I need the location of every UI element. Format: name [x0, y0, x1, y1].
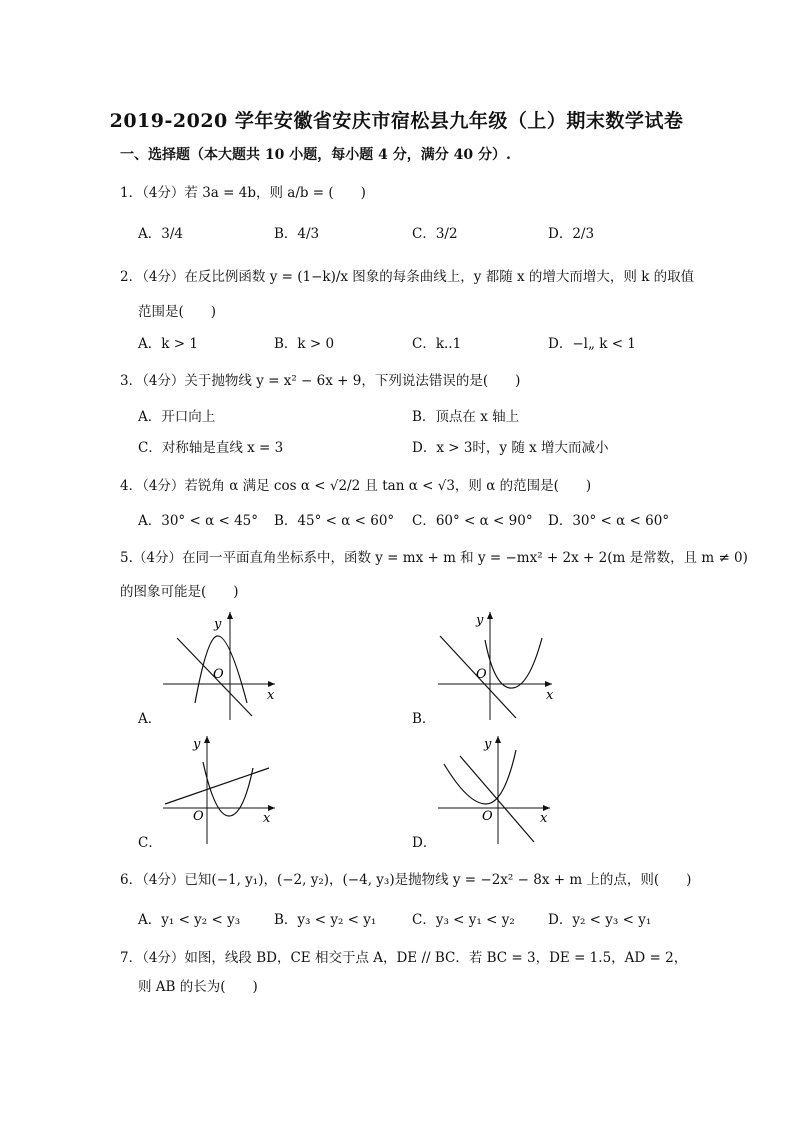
q5-graph-c [155, 732, 285, 847]
q1-option-a: A．3/4 [138, 226, 183, 242]
q5-b-y-label: y [476, 613, 484, 628]
q5-d-x-label: x [540, 811, 548, 826]
q4-option-d: D．30° < α < 60° [548, 513, 670, 529]
q6-option-c: C．y₃ < y₁ < y₂ [412, 912, 515, 928]
q5-a-origin: O [213, 667, 224, 682]
question-6-stem: 6．（4分）已知(−1, y₁)，(−2, y₂)，(−4, y₃)是抛物线 y = −2x² − 8x + m 上的点，则( ) [120, 872, 692, 888]
q3-option-b: B．顶点在 x 轴上 [412, 409, 520, 425]
q4-option-c: C．60° < α < 90° [412, 513, 533, 529]
q6-option-d: D．y₂ < y₃ < y₁ [548, 912, 652, 928]
exam-title: 2019-2020 学年安徽省安庆市宿松县九年级（上）期末数学试卷 [109, 110, 684, 132]
section-heading: 一、选择题（本大题共 10 小题，每小题 4 分，满分 40 分）. [120, 147, 511, 163]
question-7-stem-cont: 则 AB 的长为( ) [138, 979, 258, 995]
q2-option-a: A．k > 1 [138, 336, 198, 352]
q5-c-x-label: x [263, 811, 271, 826]
q3-option-c: C．对称轴是直线 x = 3 [138, 440, 284, 456]
q3-option-d: D．x > 3时，y 随 x 增大而减小 [412, 440, 609, 456]
q5-c-origin: O [193, 809, 204, 824]
q5-b-origin: O [476, 667, 487, 682]
q5-graph-c-label: C． [138, 835, 162, 851]
question-3-stem: 3．（4分）关于抛物线 y = x² − 6x + 9，下列说法错误的是( ) [120, 373, 521, 389]
q6-option-b: B．y₃ < y₂ < y₁ [274, 912, 377, 928]
question-7-stem: 7．（4分）如图，线段 BD，CE 相交于点 A，DE // BC．若 BC = 3，DE = 1.5，AD = 2， [120, 950, 688, 966]
q5-a-y-label: y [214, 617, 222, 632]
q5-a-x-label: x [267, 688, 275, 703]
question-2-stem: 2．（4分）在反比例函数 y = (1−k)/x 图象的每条曲线上，y 都随 x 的增大而增大，则 k 的取值 [120, 269, 695, 285]
q5-d-origin: O [482, 809, 493, 824]
question-5-stem-cont: 的图象可能是( ) [120, 584, 239, 600]
q4-option-b: B．45° < α < 60° [274, 513, 395, 529]
q3-option-a: A．开口向上 [138, 409, 216, 425]
q1-option-b: B．4/3 [274, 226, 320, 242]
q5-graph-b [430, 608, 560, 723]
q2-option-d: D．−l„ k < 1 [548, 336, 636, 352]
q5-graph-b-label: B． [412, 711, 436, 727]
q1-option-d: D．2/3 [548, 226, 595, 242]
question-4-stem: 4．（4分）若锐角 α 满足 cos α < √2/2 且 tan α < √3，则 α 的范围是( ) [120, 478, 592, 494]
q5-graph-d [430, 732, 560, 847]
q5-graph-a [155, 608, 285, 723]
q2-option-b: B．k > 0 [274, 336, 335, 352]
question-2-stem-cont: 范围是( ) [138, 304, 217, 320]
q5-d-y-label: y [484, 737, 492, 752]
question-5-stem: 5.（4分）在同一平面直角坐标系中，函数 y = mx + m 和 y = −mx² + 2x + 2(m 是常数，且 m ≠ 0) [120, 550, 748, 566]
q5-graph-a-label: A． [138, 711, 162, 727]
q6-option-a: A．y₁ < y₂ < y₃ [138, 912, 241, 928]
q2-option-c: C．k..1 [412, 336, 462, 352]
q4-option-a: A．30° < α < 45° [138, 513, 259, 529]
q5-c-y-label: y [193, 737, 201, 752]
q5-graph-d-label: D． [412, 835, 437, 851]
question-1-stem: 1．（4分）若 3a = 4b，则 a/b = ( ) [120, 185, 366, 201]
q1-option-c: C．3/2 [412, 226, 458, 242]
q5-b-x-label: x [546, 688, 554, 703]
